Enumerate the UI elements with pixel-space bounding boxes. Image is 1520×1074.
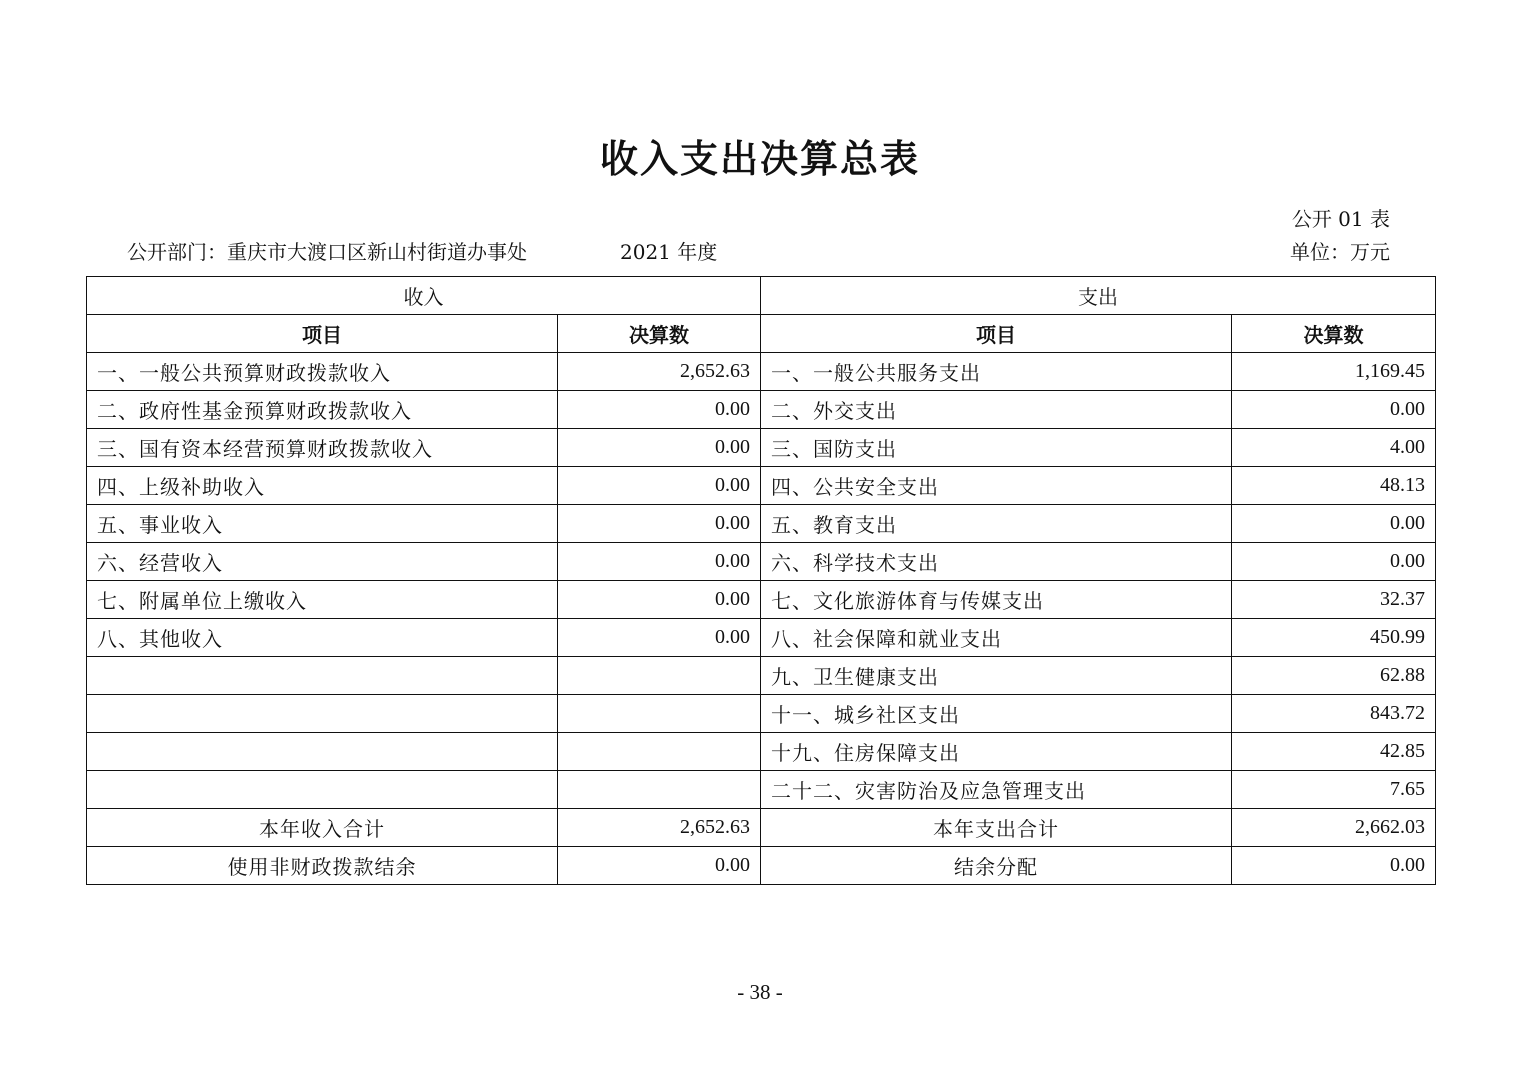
fiscal-year: 2021 年度 bbox=[620, 240, 718, 264]
income-amount-cell: 2,652.63 bbox=[558, 809, 761, 847]
section-header-row bbox=[87, 277, 1436, 315]
table-row bbox=[87, 733, 1436, 771]
income-expense-table bbox=[86, 276, 1436, 885]
expense-amount-cell: 2,662.03 bbox=[1232, 809, 1436, 847]
expense-amount-cell: 62.88 bbox=[1232, 657, 1436, 695]
income-item-cell: 使用非财政拨款结余 bbox=[87, 847, 558, 885]
income-amount-cell: 0.00 bbox=[558, 847, 761, 885]
table-body bbox=[87, 353, 1436, 885]
income-amount-cell: 0.00 bbox=[558, 505, 761, 543]
table-code: 公开 01 表 bbox=[1291, 207, 1390, 231]
income-item-cell: 二、政府性基金预算财政拨款收入 bbox=[87, 391, 558, 429]
table-row bbox=[87, 619, 1436, 657]
expense-item-cell: 七、文化旅游体育与传媒支出 bbox=[761, 581, 1232, 619]
income-item-cell bbox=[87, 657, 558, 695]
table-row bbox=[87, 429, 1436, 467]
expense-item-cell: 八、社会保障和就业支出 bbox=[761, 619, 1232, 657]
table-row bbox=[87, 695, 1436, 733]
income-amount-cell: 0.00 bbox=[558, 581, 761, 619]
income-amount-cell: 0.00 bbox=[558, 467, 761, 505]
expense-item-cell: 十一、城乡社区支出 bbox=[761, 695, 1232, 733]
income-item-cell bbox=[87, 733, 558, 771]
page-title: 收入支出决算总表 bbox=[599, 137, 920, 181]
expense-amount-cell: 0.00 bbox=[1232, 543, 1436, 581]
income-item-cell: 六、经营收入 bbox=[87, 543, 558, 581]
income-amount-cell: 0.00 bbox=[558, 391, 761, 429]
income-amount-cell: 2,652.63 bbox=[558, 353, 761, 391]
expense-amount-cell: 4.00 bbox=[1232, 429, 1436, 467]
expense-item-cell: 九、卫生健康支出 bbox=[761, 657, 1232, 695]
expense-amount-cell: 42.85 bbox=[1232, 733, 1436, 771]
expense-amount-cell: 843.72 bbox=[1232, 695, 1436, 733]
expense-amount-cell: 0.00 bbox=[1232, 847, 1436, 885]
table-row bbox=[87, 391, 1436, 429]
table-row bbox=[87, 467, 1436, 505]
income-item-cell: 一、一般公共预算财政拨款收入 bbox=[87, 353, 558, 391]
income-item-cell: 八、其他收入 bbox=[87, 619, 558, 657]
income-amount-cell bbox=[558, 771, 761, 809]
table-row bbox=[87, 581, 1436, 619]
income-amount-cell bbox=[558, 695, 761, 733]
expense-amount-header: 决算数 bbox=[1232, 315, 1436, 353]
income-item-cell bbox=[87, 695, 558, 733]
expense-item-cell: 二、外交支出 bbox=[761, 391, 1232, 429]
department-label: 公开部门：重庆市大渡口区新山村街道办事处 bbox=[127, 240, 527, 264]
income-item-cell bbox=[87, 771, 558, 809]
expense-section-header: 支出 bbox=[761, 277, 1436, 315]
income-amount-cell bbox=[558, 657, 761, 695]
expense-amount-cell: 450.99 bbox=[1232, 619, 1436, 657]
table-row bbox=[87, 657, 1436, 695]
income-amount-cell: 0.00 bbox=[558, 429, 761, 467]
expense-item-cell: 一、一般公共服务支出 bbox=[761, 353, 1232, 391]
table-total-row bbox=[87, 847, 1436, 885]
income-item-cell: 三、国有资本经营预算财政拨款收入 bbox=[87, 429, 558, 467]
income-amount-cell: 0.00 bbox=[558, 543, 761, 581]
income-amount-header: 决算数 bbox=[558, 315, 761, 353]
expense-item-cell: 六、科学技术支出 bbox=[761, 543, 1232, 581]
table-row bbox=[87, 543, 1436, 581]
unit-label: 单位：万元 bbox=[1290, 240, 1390, 264]
income-item-cell: 本年收入合计 bbox=[87, 809, 558, 847]
table-row bbox=[87, 771, 1436, 809]
expense-amount-cell: 32.37 bbox=[1232, 581, 1436, 619]
expense-item-cell: 四、公共安全支出 bbox=[761, 467, 1232, 505]
expense-item-header: 项目 bbox=[761, 315, 1232, 353]
page-number: - 38 - bbox=[737, 980, 783, 1004]
income-item-cell: 五、事业收入 bbox=[87, 505, 558, 543]
income-amount-cell: 0.00 bbox=[558, 619, 761, 657]
expense-amount-cell: 48.13 bbox=[1232, 467, 1436, 505]
expense-item-cell: 结余分配 bbox=[761, 847, 1232, 885]
table-total-row bbox=[87, 809, 1436, 847]
expense-amount-cell: 1,169.45 bbox=[1232, 353, 1436, 391]
expense-item-cell: 三、国防支出 bbox=[761, 429, 1232, 467]
expense-item-cell: 本年支出合计 bbox=[761, 809, 1232, 847]
income-item-header: 项目 bbox=[87, 315, 558, 353]
expense-item-cell: 五、教育支出 bbox=[761, 505, 1232, 543]
income-section-header: 收入 bbox=[87, 277, 761, 315]
expense-amount-cell: 0.00 bbox=[1232, 391, 1436, 429]
income-item-cell: 四、上级补助收入 bbox=[87, 467, 558, 505]
expense-amount-cell: 0.00 bbox=[1232, 505, 1436, 543]
column-header-row bbox=[87, 315, 1436, 353]
income-amount-cell bbox=[558, 733, 761, 771]
table-row bbox=[87, 353, 1436, 391]
expense-item-cell: 十九、住房保障支出 bbox=[761, 733, 1232, 771]
expense-item-cell: 二十二、灾害防治及应急管理支出 bbox=[761, 771, 1232, 809]
table-row bbox=[87, 505, 1436, 543]
expense-amount-cell: 7.65 bbox=[1232, 771, 1436, 809]
income-item-cell: 七、附属单位上缴收入 bbox=[87, 581, 558, 619]
